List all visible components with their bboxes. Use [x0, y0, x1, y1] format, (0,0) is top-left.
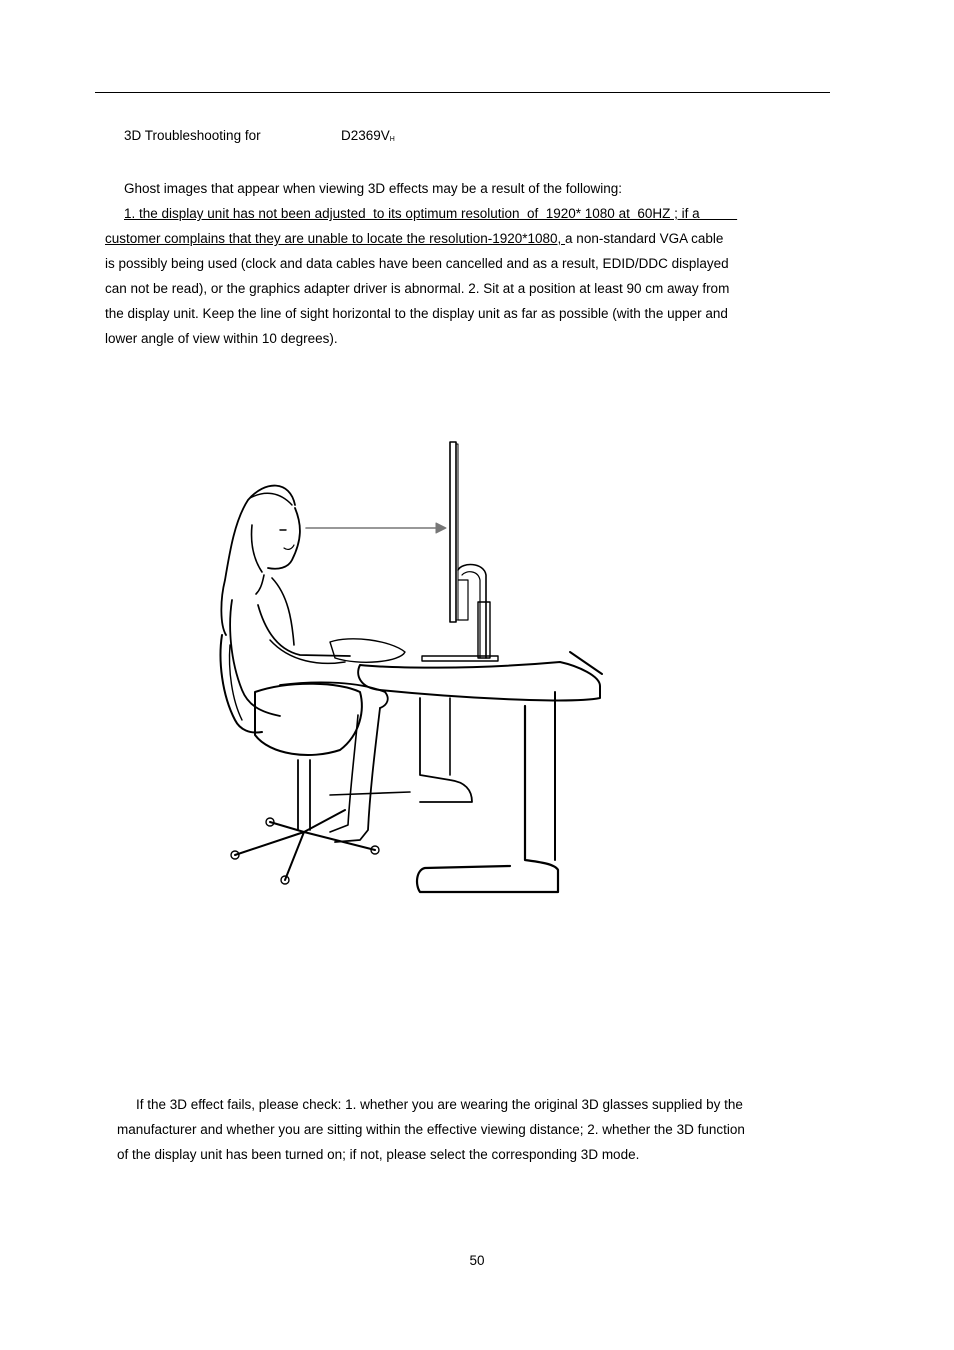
monitor-panel [450, 442, 456, 622]
monitor-stand-neck [458, 565, 486, 658]
paragraph-line: can not be read), or the graphics adapter driver is abnormal. 2. Sit at a position at least 90 cm away from [105, 281, 730, 296]
header-rule [95, 92, 830, 93]
desk-leg-back [420, 698, 472, 802]
person-arm [258, 605, 350, 656]
paragraph-text: a non-standard VGA cable [565, 231, 724, 246]
person-head-back [251, 525, 262, 572]
viewing-position-illustration [210, 430, 630, 900]
model-suffix: H [389, 136, 395, 143]
person-mouth [284, 545, 294, 549]
arrow-head [436, 523, 446, 533]
underlined-text: customer complains that they are unable to locate the resolution-1920*1080, [105, 231, 566, 246]
paragraph-line: the display unit. Keep the line of sight horizontal to the display unit as far as possible (with the upper and [105, 306, 728, 321]
chair-column [298, 760, 310, 830]
model-name [341, 128, 395, 143]
person-shin-back [330, 715, 358, 832]
paragraph-line: lower angle of view within 10 degrees). [105, 331, 338, 346]
chair-seat [255, 684, 362, 755]
paragraph-line: is possibly being used (clock and data cables have been cancelled and as a result, EDID/DDC displayed [105, 256, 729, 271]
paragraph-line: If the 3D effect fails, please check: 1. whether you are wearing the original 3D glasses supplied by the [136, 1097, 743, 1112]
desk-leg-front [417, 706, 558, 892]
desk-top [358, 662, 600, 700]
chair-base [235, 810, 375, 880]
3d-failure-paragraph [117, 1092, 807, 1167]
monitor-hinge [458, 580, 468, 620]
person-hair-strand [250, 493, 292, 505]
page-number: 50 [469, 1253, 485, 1268]
person-face [268, 508, 300, 569]
paragraph-line [105, 226, 780, 251]
paragraph-line: of the display unit has been turned on; if not, please select the corresponding 3D mode. [117, 1147, 640, 1162]
person-hair [221, 486, 295, 635]
section-title: 3D Troubleshooting for [124, 128, 261, 143]
person-chest [272, 578, 294, 645]
paragraph-line: Ghost images that appear when viewing 3D effects may be a result of the following: [124, 181, 623, 196]
paragraph-line: 1. the display unit has not been adjusted to its optimum resolution of 1920* 1080 at 60HZ ; if a [124, 206, 738, 221]
paragraph-line: manufacturer and whether you are sitting within the effective viewing distance; 2. whether the 3D function [117, 1122, 745, 1137]
person-thigh [280, 682, 388, 708]
keyboard [330, 639, 405, 662]
person-neck [256, 575, 264, 594]
ghost-images-paragraph [105, 176, 780, 351]
model-main: D2369V [341, 128, 390, 143]
